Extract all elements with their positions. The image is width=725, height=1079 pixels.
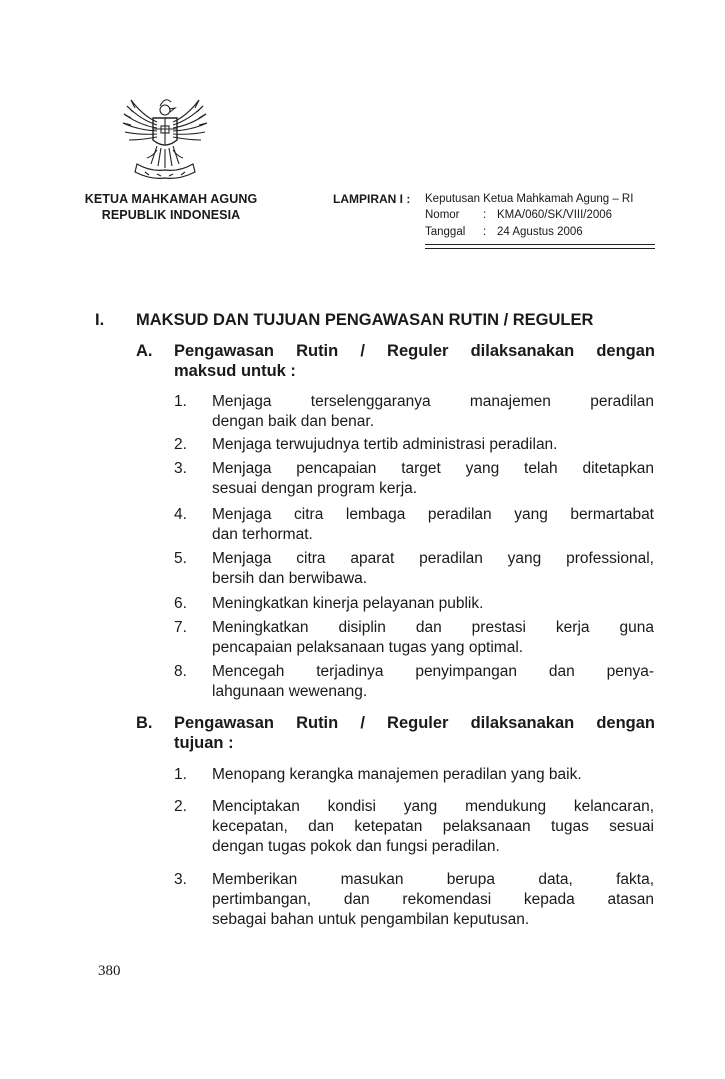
section-number: I. [95,311,105,329]
nomor-row [333,207,655,223]
list-item: 1. Menjaga terselenggaranya manajemen peradilan dengan baik dan benar. [174,393,654,430]
nomor-colon: : [483,209,487,221]
part-b-heading-line-1: Pengawasan Rutin / Reguler dilaksanakan dengan [174,714,655,732]
tanggal-colon: : [483,226,487,238]
tanggal-label: Tanggal [425,226,466,238]
list-item: 4. Menjaga citra lembaga peradilan yang bermartabat dan terhormat. [174,506,654,543]
nomor-label: Nomor [425,209,460,221]
lampiran-value: Keputusan Ketua Mahkamah Agung – RI [425,193,634,205]
list-item: 5. Menjaga citra aparat peradilan yang professional, bersih dan berwibawa. [174,550,654,587]
nomor-value: KMA/060/SK/VIII/2006 [497,209,613,221]
lampiran-row [333,191,634,207]
list-item: 3. Menjaga pencapaian target yang telah ditetapkan sesuai dengan program kerja. [174,460,654,497]
list-item: 1. Menopang kerangka manajemen peradilan yang baik. [174,766,582,783]
header-rule-2 [425,248,655,249]
part-b-heading [136,713,655,753]
list-item: 7. Meningkatkan disiplin dan prestasi kerja guna pencapaian pelaksanaan tugas yang optimal. [174,619,654,656]
lampiran-label: LAMPIRAN I : [333,192,411,206]
part-b-letter: B. [136,714,153,732]
section-title: MAKSUD DAN TUJUAN PENGAWASAN RUTIN / REGULER [136,311,594,329]
part-a-heading-line-2: maksud untuk : [174,362,296,380]
list-item: 2. Menjaga terwujudnya tertib administrasi peradilan. [174,436,558,453]
tanggal-row [333,224,655,240]
garuda-emblem-icon [113,92,217,186]
header-rule-1 [425,244,655,245]
list-item: 6. Meningkatkan kinerja pelayanan publik. [174,595,484,612]
part-a-heading [136,341,655,381]
page-number: 380 [98,963,121,979]
list-item: 2. Menciptakan kondisi yang mendukung kelancaran, kecepatan, dan ketepatan pelaksanaan tugas sesuai dengan tugas pokok dan fungsi peradilan. [174,798,654,855]
part-a-heading-line-1: Pengawasan Rutin / Reguler dilaksanakan dengan [174,342,655,360]
part-a-letter: A. [136,342,153,360]
list-item: 3. Memberikan masukan berupa data, fakta, pertimbangan, dan rekomendasi kepada atasan sebagai bahan untuk pengambilan keputusan. [174,871,654,928]
tanggal-value: 24 Agustus 2006 [497,226,583,238]
list-item: 8. Mencegah terjadinya penyimpangan dan penya- lahgunaan wewenang. [174,663,654,700]
issuer-line-2: REPUBLIK INDONESIA [101,208,241,222]
issuer-line-1: KETUA MAHKAMAH AGUNG [84,192,258,206]
issuer-block [60,191,282,223]
part-b-heading-line-2: tujuan : [174,734,234,752]
